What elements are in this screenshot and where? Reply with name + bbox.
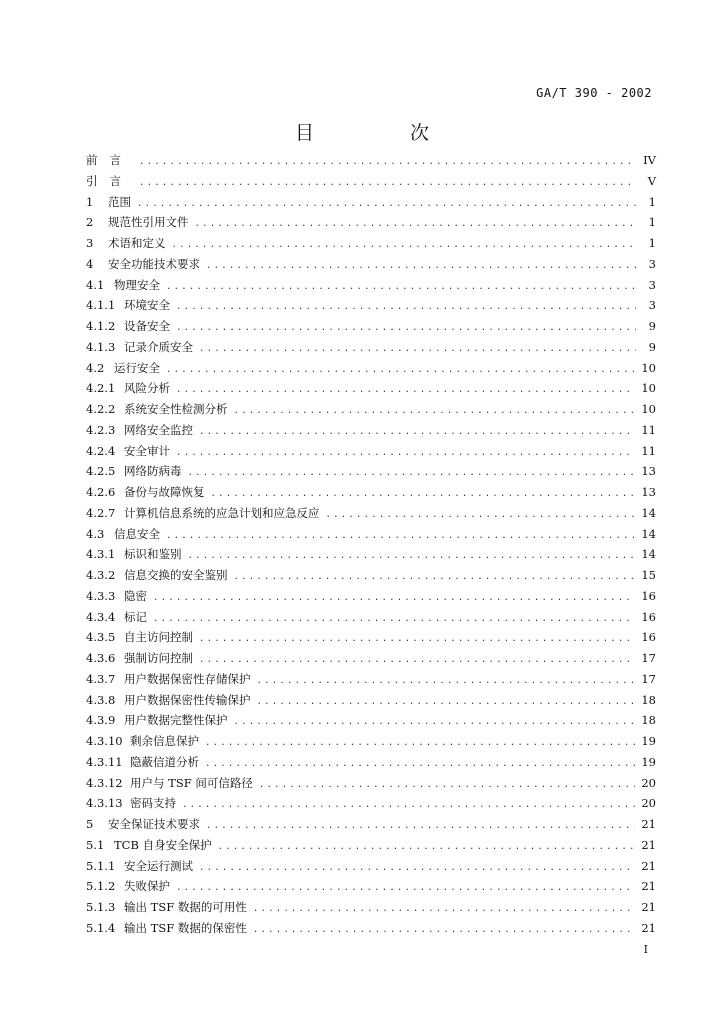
toc-dot-leader bbox=[257, 676, 636, 686]
toc-dot-leader bbox=[199, 344, 636, 354]
toc-entry[interactable] bbox=[86, 588, 656, 609]
toc-entry[interactable] bbox=[86, 194, 656, 215]
toc-entry-number: 5.1 bbox=[86, 837, 105, 852]
toc-dot-leader bbox=[206, 821, 635, 831]
toc-entry[interactable] bbox=[86, 754, 656, 775]
toc-entry-number: 4.2.4 bbox=[86, 443, 116, 458]
toc-entry[interactable] bbox=[86, 526, 656, 547]
toc-entry-number: 4.3.4 bbox=[86, 609, 116, 624]
toc-entry-page: 15 bbox=[641, 568, 656, 582]
toc-dot-leader bbox=[206, 261, 636, 271]
toc-entry-number: 4.2.7 bbox=[86, 505, 116, 520]
toc-entry-number: 5 bbox=[86, 817, 94, 831]
toc-entry-page: 1 bbox=[648, 194, 656, 209]
toc-entry-number: 4.3.3 bbox=[86, 588, 116, 603]
toc-entry-label: 物理安全 bbox=[114, 277, 160, 292]
toc-entry-label: 网络安全监控 bbox=[124, 422, 193, 437]
toc-entry-page: 1 bbox=[648, 236, 656, 250]
toc-dot-leader bbox=[205, 759, 635, 769]
toc-entry-label: 失败保护 bbox=[124, 879, 170, 894]
toc-entry-page: 10 bbox=[641, 360, 656, 375]
toc-entry-number: 4.3.12 bbox=[86, 775, 123, 790]
toc-entry-page: 3 bbox=[648, 298, 656, 313]
toc-dot-leader bbox=[176, 302, 636, 312]
toc-dot-leader bbox=[211, 489, 636, 499]
toc-entry-number: 3 bbox=[86, 236, 94, 250]
toc-dot-leader bbox=[205, 738, 635, 748]
toc-entry[interactable] bbox=[86, 152, 656, 173]
toc-entry-number: 4.2.5 bbox=[86, 464, 116, 479]
toc-entry-page: 14 bbox=[641, 547, 656, 562]
toc-entry[interactable] bbox=[86, 401, 656, 422]
toc-entry-number: 5.1.3 bbox=[86, 900, 116, 914]
toc-dot-leader bbox=[199, 863, 635, 873]
toc-entry-label: 网络防病毒 bbox=[124, 464, 182, 479]
toc-dot-leader bbox=[176, 323, 636, 333]
toc-entry[interactable] bbox=[86, 443, 656, 464]
toc-entry[interactable] bbox=[86, 609, 656, 630]
toc-dot-leader bbox=[176, 883, 635, 893]
toc-dot-leader bbox=[253, 925, 636, 935]
toc-entry-label: 系统安全性检测分析 bbox=[124, 402, 228, 416]
toc-dot-leader bbox=[172, 240, 637, 250]
toc-entry-label: 风险分析 bbox=[124, 381, 170, 396]
toc-entry-number: 4.3.1 bbox=[86, 547, 116, 562]
toc-dot-leader bbox=[326, 510, 636, 520]
toc-title bbox=[0, 118, 724, 145]
toc-entry-page: 21 bbox=[641, 920, 656, 935]
toc-entry[interactable] bbox=[86, 816, 656, 837]
toc-entry-page: 16 bbox=[641, 609, 656, 624]
toc-dot-leader bbox=[153, 593, 635, 603]
toc-entry-label: 用户数据完整性保护 bbox=[124, 713, 228, 728]
toc-entry-label: 规范性引用文件 bbox=[108, 215, 189, 230]
toc-dot-leader bbox=[234, 572, 636, 582]
table-of-contents bbox=[86, 152, 656, 941]
toc-dot-leader bbox=[166, 531, 635, 541]
toc-entry[interactable] bbox=[86, 173, 656, 194]
toc-entry[interactable] bbox=[86, 837, 656, 858]
toc-entry-label: 隐蔽信道分析 bbox=[130, 754, 199, 769]
toc-entry-label: 运行安全 bbox=[114, 360, 160, 375]
toc-entry-number: 4.3 bbox=[86, 526, 105, 541]
toc-entry-page: 10 bbox=[641, 402, 656, 416]
toc-entry[interactable] bbox=[86, 733, 656, 754]
toc-entry-number: 4.1.1 bbox=[86, 298, 116, 313]
toc-entry[interactable] bbox=[86, 567, 656, 588]
toc-entry-label: 备份与故障恢复 bbox=[124, 485, 205, 499]
toc-entry[interactable] bbox=[86, 629, 656, 650]
toc-entry-number: 4.3.13 bbox=[86, 796, 123, 811]
toc-entry-number: 2 bbox=[86, 215, 94, 230]
toc-entry[interactable] bbox=[86, 318, 656, 339]
toc-title-part1: 目 bbox=[294, 122, 314, 144]
toc-entry-label: 安全功能技术要求 bbox=[108, 256, 200, 271]
toc-entry-page: 21 bbox=[641, 900, 656, 914]
toc-entry-page: 13 bbox=[641, 464, 656, 479]
toc-entry-label: 剩余信息保护 bbox=[130, 734, 199, 748]
toc-dot-leader bbox=[253, 904, 636, 914]
toc-entry[interactable] bbox=[86, 484, 656, 505]
toc-entry[interactable] bbox=[86, 256, 656, 277]
toc-entry[interactable] bbox=[86, 899, 656, 920]
toc-entry-number: 4.3.9 bbox=[86, 713, 116, 728]
toc-entry[interactable] bbox=[86, 878, 656, 899]
toc-entry-number: 4.1.2 bbox=[86, 319, 116, 333]
toc-entry[interactable] bbox=[86, 671, 656, 692]
toc-entry-page: 18 bbox=[641, 692, 656, 707]
toc-entry[interactable] bbox=[86, 422, 656, 443]
toc-entry-label: 信息交换的安全鉴别 bbox=[124, 568, 228, 582]
toc-entry-label: 范围 bbox=[108, 194, 131, 209]
toc-entry[interactable] bbox=[86, 214, 656, 235]
toc-entry[interactable] bbox=[86, 235, 656, 256]
toc-entry-label: 密码支持 bbox=[130, 796, 176, 811]
toc-entry-page: 1 bbox=[648, 215, 656, 230]
toc-entry-label: 术语和定义 bbox=[108, 236, 166, 250]
toc-entry-label: 标识和鉴别 bbox=[124, 547, 182, 562]
toc-entry[interactable] bbox=[86, 339, 656, 360]
toc-dot-leader bbox=[199, 427, 635, 437]
toc-entry-label: 输出 TSF 数据的保密性 bbox=[124, 920, 247, 935]
toc-entry[interactable] bbox=[86, 858, 656, 879]
toc-entry-page: 21 bbox=[641, 817, 656, 831]
toc-dot-leader bbox=[259, 780, 636, 790]
toc-entry[interactable] bbox=[86, 297, 656, 318]
toc-dot-leader bbox=[166, 282, 636, 292]
toc-entry[interactable] bbox=[86, 380, 656, 401]
toc-entry-number: 4 bbox=[86, 256, 94, 271]
toc-entry-label: 用户数据保密性传输保护 bbox=[124, 692, 251, 707]
toc-entry-number: 4.2.6 bbox=[86, 485, 116, 499]
toc-entry-page: 13 bbox=[641, 485, 656, 499]
toc-entry-label: 隐密 bbox=[124, 588, 147, 603]
toc-entry-number: 5.1.2 bbox=[86, 879, 116, 894]
toc-entry-page: 14 bbox=[641, 526, 656, 541]
toc-entry-number: 4.3.7 bbox=[86, 671, 116, 686]
toc-dot-leader bbox=[257, 697, 636, 707]
document-code: GA/T 390 - 2002 bbox=[536, 86, 652, 100]
toc-entry-page: 17 bbox=[641, 671, 656, 686]
toc-entry-page: 16 bbox=[641, 588, 656, 603]
toc-dot-leader bbox=[137, 199, 636, 209]
toc-entry-page: 3 bbox=[648, 277, 656, 292]
toc-entry-number: 4.2.2 bbox=[86, 402, 116, 416]
toc-entry-page: V bbox=[647, 173, 656, 188]
toc-entry[interactable] bbox=[86, 546, 656, 567]
toc-entry-label: 前言 bbox=[86, 153, 133, 167]
toc-entry-page: 9 bbox=[648, 339, 656, 354]
toc-dot-leader bbox=[182, 800, 635, 810]
toc-entry-page: 11 bbox=[641, 422, 656, 437]
toc-dot-leader bbox=[195, 219, 637, 229]
toc-dot-leader bbox=[199, 634, 635, 644]
toc-entry-page: IV bbox=[643, 153, 656, 167]
toc-entry-page: 9 bbox=[648, 319, 656, 333]
toc-entry[interactable] bbox=[86, 795, 656, 816]
toc-entry-label: 环境安全 bbox=[124, 298, 170, 313]
toc-entry-label: 自主访问控制 bbox=[124, 630, 193, 645]
toc-entry[interactable] bbox=[86, 920, 656, 941]
toc-entry-page: 17 bbox=[641, 651, 656, 665]
toc-entry[interactable] bbox=[86, 277, 656, 298]
toc-entry[interactable] bbox=[86, 505, 656, 526]
toc-entry-number: 4.2.1 bbox=[86, 381, 116, 396]
toc-entry-label: 强制访问控制 bbox=[124, 651, 193, 665]
toc-entry-number: 1 bbox=[86, 194, 94, 209]
toc-entry[interactable] bbox=[86, 692, 656, 713]
toc-entry-page: 20 bbox=[641, 775, 656, 790]
toc-entry-number: 4.1 bbox=[86, 277, 105, 292]
toc-title-part2: 次 bbox=[410, 122, 430, 144]
toc-entry-label: 标记 bbox=[124, 609, 147, 624]
toc-entry[interactable] bbox=[86, 775, 656, 796]
toc-entry-number: 4.3.8 bbox=[86, 692, 116, 707]
toc-dot-leader bbox=[218, 842, 636, 852]
toc-dot-leader bbox=[234, 717, 636, 727]
toc-dot-leader bbox=[166, 365, 635, 375]
toc-entry-label: 用户与 TSF 间可信路径 bbox=[130, 775, 253, 790]
toc-entry-number: 4.3.10 bbox=[86, 734, 123, 748]
page-number: I bbox=[643, 943, 648, 956]
toc-dot-leader bbox=[153, 614, 635, 624]
toc-entry[interactable] bbox=[86, 360, 656, 381]
toc-dot-leader bbox=[176, 448, 635, 458]
toc-dot-leader bbox=[234, 406, 636, 416]
toc-entry-label: 设备安全 bbox=[124, 319, 170, 333]
toc-entry-page: 16 bbox=[641, 630, 656, 645]
toc-entry-label: 信息安全 bbox=[114, 526, 160, 541]
toc-dot-leader bbox=[176, 385, 635, 395]
toc-entry[interactable] bbox=[86, 463, 656, 484]
toc-entry-number: 5.1.1 bbox=[86, 858, 116, 873]
toc-entry-page: 21 bbox=[641, 858, 656, 873]
toc-entry-number: 5.1.4 bbox=[86, 920, 116, 935]
toc-entry-label: 用户数据保密性存储保护 bbox=[124, 671, 251, 686]
toc-entry-number: 4.3.6 bbox=[86, 651, 116, 665]
toc-entry-page: 3 bbox=[648, 256, 656, 271]
toc-entry-number: 4.3.11 bbox=[86, 754, 123, 769]
toc-entry-label: 引言 bbox=[86, 173, 133, 188]
toc-entry-number: 4.1.3 bbox=[86, 339, 116, 354]
toc-entry-label: 输出 TSF 数据的可用性 bbox=[124, 900, 247, 914]
toc-entry-number: 4.3.2 bbox=[86, 568, 116, 582]
toc-entry-label: 计算机信息系统的应急计划和应急反应 bbox=[124, 505, 320, 520]
toc-entry-number: 4.3.5 bbox=[86, 630, 116, 645]
toc-entry-page: 10 bbox=[641, 381, 656, 396]
toc-entry-number: 4.2 bbox=[86, 360, 105, 375]
toc-dot-leader bbox=[188, 468, 636, 478]
toc-entry-page: 20 bbox=[641, 796, 656, 811]
toc-entry-page: 21 bbox=[641, 879, 656, 894]
toc-entry-page: 19 bbox=[641, 754, 656, 769]
toc-entry-label: 记录介质安全 bbox=[124, 339, 193, 354]
toc-dot-leader bbox=[139, 157, 636, 167]
toc-dot-leader bbox=[139, 178, 636, 188]
toc-entry-page: 11 bbox=[641, 443, 656, 458]
toc-entry-page: 18 bbox=[641, 713, 656, 728]
toc-entry[interactable] bbox=[86, 650, 656, 671]
toc-entry-label: TCB 自身安全保护 bbox=[114, 837, 212, 852]
toc-dot-leader bbox=[188, 551, 636, 561]
toc-entry-number: 4.2.3 bbox=[86, 422, 116, 437]
toc-entry[interactable] bbox=[86, 712, 656, 733]
toc-entry-label: 安全审计 bbox=[124, 443, 170, 458]
toc-entry-label: 安全保证技术要求 bbox=[108, 817, 200, 831]
toc-entry-page: 14 bbox=[641, 505, 656, 520]
toc-entry-label: 安全运行测试 bbox=[124, 858, 193, 873]
toc-entry-page: 21 bbox=[641, 837, 656, 852]
toc-dot-leader bbox=[199, 655, 635, 665]
toc-entry-page: 19 bbox=[641, 734, 656, 748]
